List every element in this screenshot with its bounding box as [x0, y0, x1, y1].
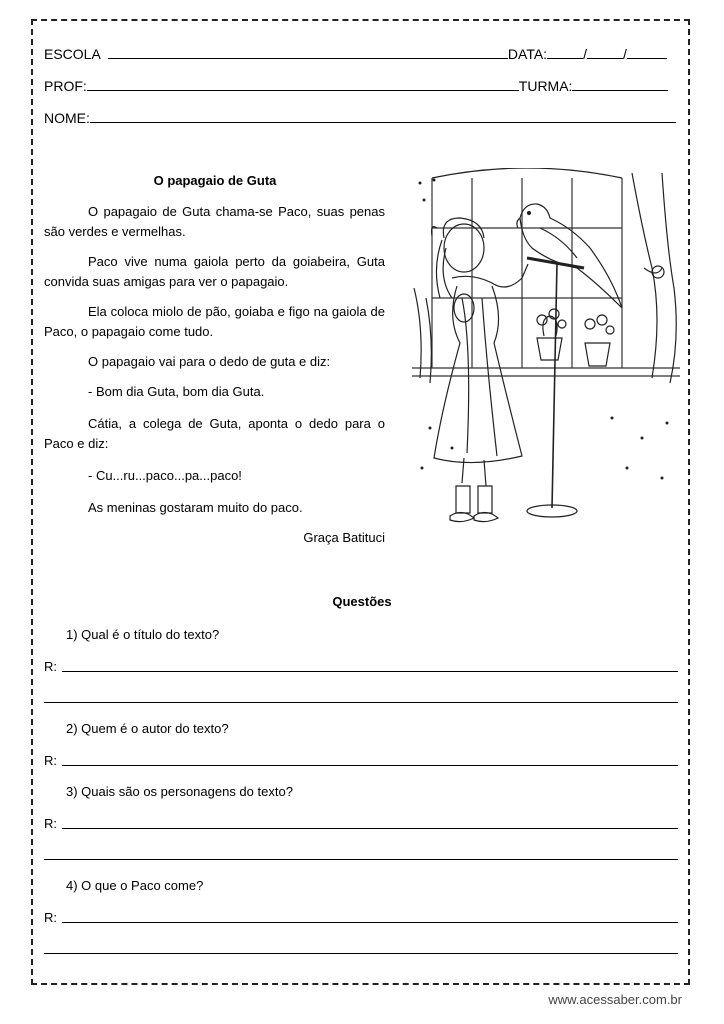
answer-line-2a[interactable]	[62, 765, 678, 766]
date-year-field[interactable]	[627, 46, 667, 59]
question-1: 1) Qual é o título do texto?	[66, 627, 220, 642]
question-2: 2) Quem é o autor do texto?	[66, 721, 229, 736]
answer-line-4b[interactable]	[44, 953, 678, 954]
answer-line-3a[interactable]	[62, 828, 678, 829]
nome-field[interactable]	[90, 110, 676, 123]
answer-line-1b[interactable]	[44, 702, 678, 703]
story-paragraph-2: Paco vive numa gaiola perto da goiabeira, Guta convida suas amigas para ver o papagaio.	[44, 254, 385, 289]
nome-label: NOME:	[44, 110, 90, 126]
story-paragraph-5: - Bom dia Guta, bom dia Guta.	[88, 384, 265, 399]
turma-label: TURMA:	[518, 78, 573, 94]
question-3: 3) Quais são os personagens do texto?	[66, 784, 293, 799]
story-paragraph-1: O papagaio de Guta chama-se Paco, suas penas são verdes e vermelhas.	[44, 204, 385, 239]
story-paragraph-7: - Cu...ru...paco...pa...paco!	[88, 468, 242, 483]
date-slash-2: /	[622, 46, 627, 62]
answer-line-4a[interactable]	[62, 922, 678, 923]
answer-label-2: R:	[44, 753, 57, 768]
answer-line-1a[interactable]	[62, 671, 678, 672]
date-day-field[interactable]	[547, 46, 583, 59]
story-paragraph-3: Ela coloca miolo de pão, goiaba e figo na gaiola de Paco, o papagaio come tudo.	[44, 304, 385, 339]
escola-field[interactable]	[108, 46, 508, 59]
questions-title: Questões	[332, 594, 392, 609]
girl-with-parrot-illustration	[412, 168, 680, 530]
answer-label-4: R:	[44, 910, 57, 925]
story-title: O papagaio de Guta	[153, 173, 277, 188]
footer-url: www.acessaber.com.br	[548, 992, 682, 1007]
story-paragraph-6: Cátia, a colega de Guta, aponta o dedo para o Paco e diz:	[44, 416, 385, 451]
prof-label: PROF:	[44, 78, 87, 94]
escola-label: ESCOLA	[44, 46, 101, 62]
question-4: 4) O que o Paco come?	[66, 878, 204, 893]
story-paragraph-8: As meninas gostaram muito do paco.	[88, 500, 303, 515]
turma-field[interactable]	[572, 78, 668, 91]
answer-label-1: R:	[44, 659, 57, 674]
story-author: Graça Batituci	[303, 530, 385, 545]
prof-row	[44, 78, 668, 94]
date-slash-1: /	[583, 46, 587, 62]
prof-field[interactable]	[87, 78, 519, 91]
answer-line-3b[interactable]	[44, 859, 678, 860]
date-month-field[interactable]	[587, 46, 623, 59]
answer-label-3: R:	[44, 816, 57, 831]
school-row	[44, 46, 667, 62]
data-label: DATA:	[507, 46, 548, 62]
nome-row	[44, 110, 676, 126]
story-paragraph-4: O papagaio vai para o dedo de guta e diz:	[88, 354, 331, 369]
